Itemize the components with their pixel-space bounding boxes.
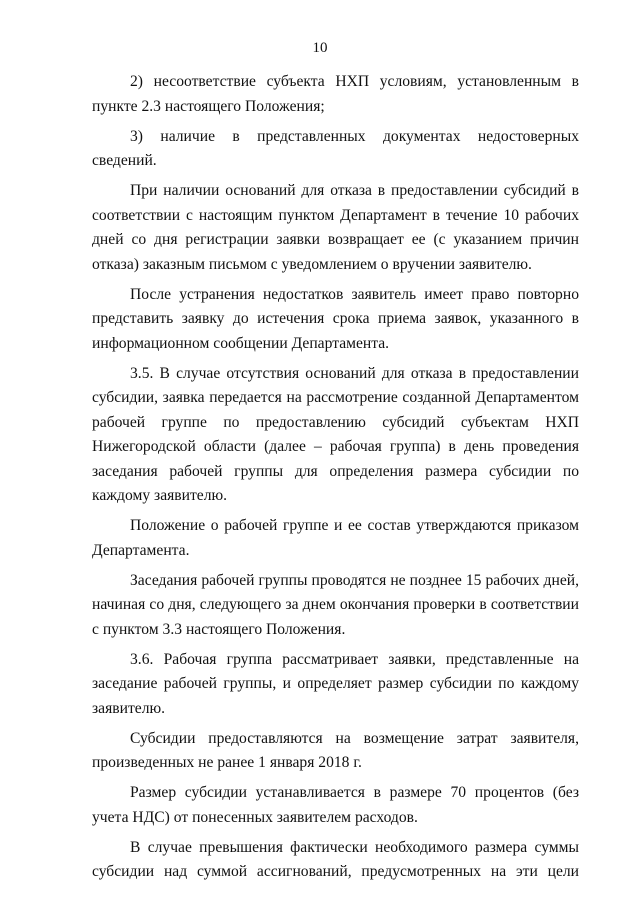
- paragraph: При наличии оснований для отказа в предоставлении субсидий в соответствии с настоящим пунктом Департамент в течение 10 рабочих дней со дня регистрации заявки возвращает ее (с указанием причин отказа) заказным письмом с уведомлением о вручении заявителю.: [92, 182, 579, 273]
- paragraph: Положение о рабочей группе и ее состав утверждаются приказом Департамента.: [92, 517, 579, 559]
- paragraph: В случае превышения фактически необходимого размера суммы субсидии над суммой ассигнований, предусмотренных на эти цели: [92, 838, 579, 880]
- paragraph: Заседания рабочей группы проводятся не позднее 15 рабочих дней, начиная со дня, следующего за днем окончания проверки в соответствии с пунктом 3.3 настоящего Положения.: [92, 571, 579, 638]
- paragraph: Размер субсидии устанавливается в размере 70 процентов (без учета НДС) от понесенных заявителем расходов.: [92, 784, 579, 826]
- paragraph: 3.6. Рабочая группа рассматривает заявки, представленные на заседание рабочей группы, и определяет размер субсидии по каждому заявителю.: [92, 650, 579, 717]
- paragraph: После устранения недостатков заявитель имеет право повторно представить заявку до истечения срока приема заявок, указанного в информационном сообщении Департамента.: [92, 285, 579, 352]
- paragraph: 3.5. В случае отсутствия оснований для отказа в предоставлении субсидии, заявка передается на рассмотрение созданной Департаментом рабочей группе по предоставлению субсидий субъектам НХП Нижегородской области (далее – рабочая группа) в день проведения заседания рабочей группы для определения размера субсидии по каждому заявителю.: [92, 364, 579, 504]
- paragraph: 3) наличие в представленных документах недостоверных сведений.: [92, 127, 579, 169]
- document-body: [92, 70, 579, 890]
- page-number: 10: [312, 40, 328, 56]
- paragraph: 2) несоответствие субъекта НХП условиям, установленным в пункте 2.3 настоящего Положения;: [92, 73, 579, 115]
- paragraph: Субсидии предоставляются на возмещение затрат заявителя, произведенных не ранее 1 января 2018 г.: [92, 729, 579, 771]
